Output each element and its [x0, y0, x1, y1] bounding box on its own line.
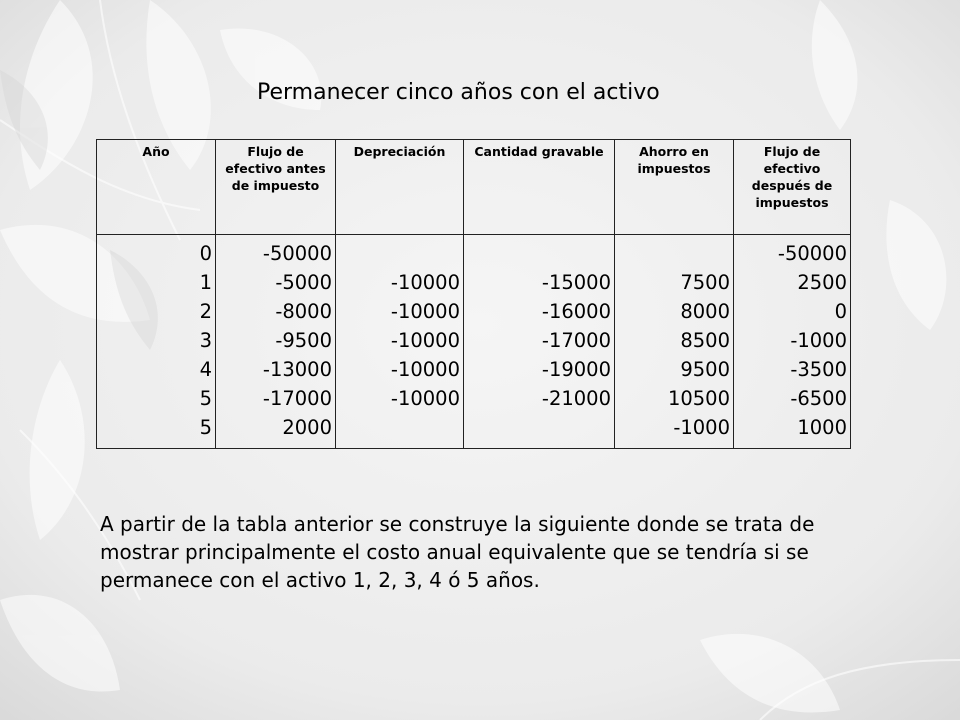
table-header-row [97, 140, 851, 235]
cell-taxable-amount: -17000 [464, 326, 615, 355]
cell-cash-flow-before-tax: -8000 [216, 297, 336, 326]
cell-depreciation: -10000 [336, 297, 464, 326]
cell-tax-savings: 9500 [615, 355, 734, 384]
cell-taxable-amount [464, 413, 615, 449]
cell-cash-flow-after-tax: 2500 [734, 268, 851, 297]
cell-tax-savings: 8500 [615, 326, 734, 355]
cell-year: 4 [97, 355, 216, 384]
cell-tax-savings [615, 235, 734, 269]
cell-tax-savings: 7500 [615, 268, 734, 297]
cell-cash-flow-after-tax: -1000 [734, 326, 851, 355]
cell-cash-flow-after-tax: -6500 [734, 384, 851, 413]
table-row [97, 297, 851, 326]
table-row [97, 235, 851, 269]
cell-depreciation: -10000 [336, 326, 464, 355]
cell-cash-flow-after-tax: -3500 [734, 355, 851, 384]
cell-depreciation [336, 413, 464, 449]
table-row [97, 355, 851, 384]
header-cash-flow-before-tax: Flujo de efectivo antes de impuesto [216, 140, 336, 235]
table-row [97, 413, 851, 449]
cell-year: 0 [97, 235, 216, 269]
table-row [97, 268, 851, 297]
cell-cash-flow-before-tax: -13000 [216, 355, 336, 384]
header-depreciation: Depreciación [336, 140, 464, 235]
cell-cash-flow-after-tax: 1000 [734, 413, 851, 449]
cell-tax-savings: -1000 [615, 413, 734, 449]
slide-title: Permanecer cinco años con el activo [257, 80, 660, 105]
cell-cash-flow-after-tax: -50000 [734, 235, 851, 269]
header-cash-flow-after-tax: Flujo de efectivo después de impuestos [734, 140, 851, 235]
cell-taxable-amount: -16000 [464, 297, 615, 326]
cell-depreciation: -10000 [336, 268, 464, 297]
cash-flow-table [96, 139, 851, 449]
cell-tax-savings: 10500 [615, 384, 734, 413]
cell-year: 2 [97, 297, 216, 326]
cell-cash-flow-before-tax: -9500 [216, 326, 336, 355]
cell-tax-savings: 8000 [615, 297, 734, 326]
cell-cash-flow-after-tax: 0 [734, 297, 851, 326]
table-row [97, 326, 851, 355]
header-year: Año [97, 140, 216, 235]
cell-cash-flow-before-tax: -17000 [216, 384, 336, 413]
header-tax-savings: Ahorro en impuestos [615, 140, 734, 235]
cell-year: 5 [97, 384, 216, 413]
cell-year: 3 [97, 326, 216, 355]
cell-cash-flow-before-tax: 2000 [216, 413, 336, 449]
cell-taxable-amount: -21000 [464, 384, 615, 413]
cell-cash-flow-before-tax: -5000 [216, 268, 336, 297]
cell-cash-flow-before-tax: -50000 [216, 235, 336, 269]
cell-year: 1 [97, 268, 216, 297]
cell-taxable-amount: -15000 [464, 268, 615, 297]
header-taxable-amount: Cantidad gravable [464, 140, 615, 235]
cell-depreciation: -10000 [336, 384, 464, 413]
cell-depreciation [336, 235, 464, 269]
cell-depreciation: -10000 [336, 355, 464, 384]
cell-year: 5 [97, 413, 216, 449]
table-row [97, 384, 851, 413]
cell-taxable-amount [464, 235, 615, 269]
explanation-paragraph: A partir de la tabla anterior se construye la siguiente donde se trata de mostrar principalmente el costo anual equivalente que se tendría si se permanece con el activo 1, 2, 3, 4 ó 5 años. [100, 512, 815, 592]
cell-taxable-amount: -19000 [464, 355, 615, 384]
